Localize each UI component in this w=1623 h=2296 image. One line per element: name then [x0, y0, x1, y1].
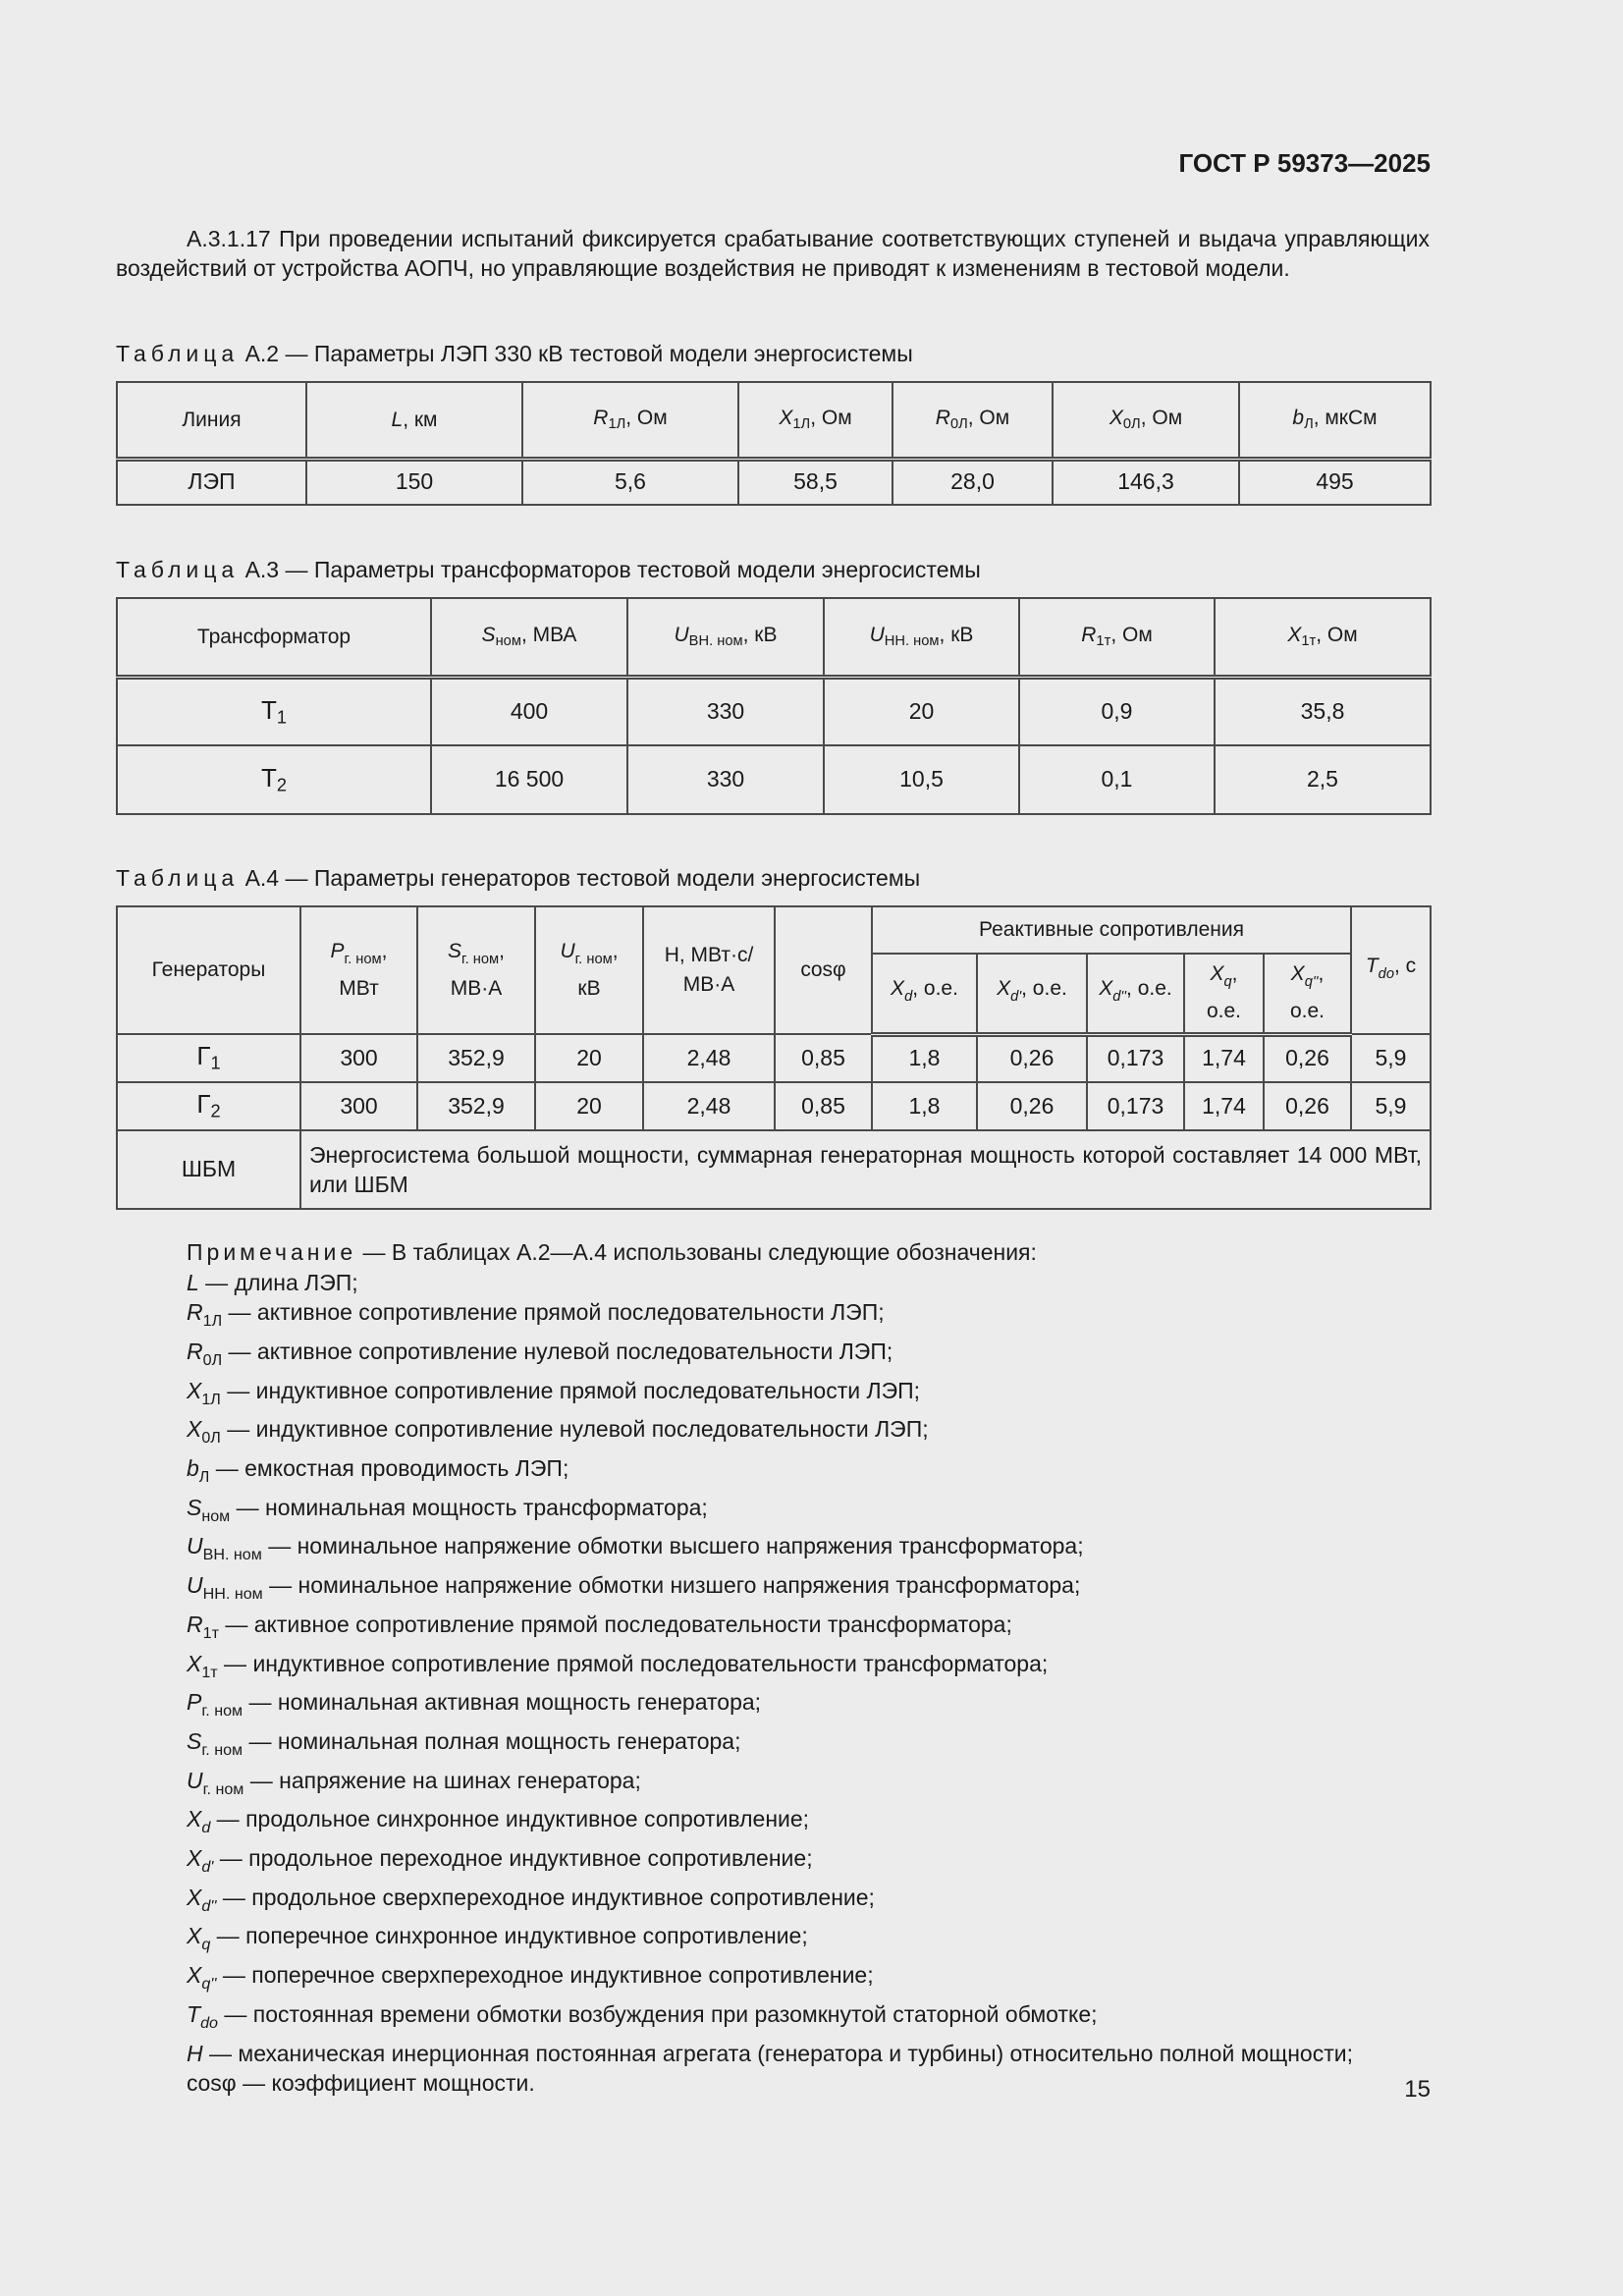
- note-description: — номинальная активная мощность генератора;: [243, 1689, 762, 1716]
- table-cell: 146,3: [1053, 459, 1239, 505]
- col-header: $X_{1т}$, Ом: [1215, 598, 1431, 677]
- note-word: Примечание: [187, 1239, 357, 1265]
- note-intro: — В таблицах А.2—А.4 использованы следующие обозначения:: [356, 1239, 1037, 1265]
- table-cell: 300: [300, 1034, 417, 1082]
- table-cell: 330: [627, 677, 824, 745]
- table-cell: 2,5: [1215, 745, 1431, 814]
- note-item: [187, 1649, 1434, 1688]
- table-cell: 0,26: [1264, 1082, 1351, 1130]
- col-header: L, км: [306, 382, 522, 459]
- note-symbol: R: [187, 1338, 203, 1364]
- note-symbol: X: [187, 1923, 202, 1949]
- note-item: [187, 1493, 1434, 1532]
- table-cell: 2,48: [643, 1082, 775, 1130]
- table-a2-caption: [116, 340, 913, 369]
- note-symbol: P: [187, 1689, 202, 1716]
- caption-word: Таблица: [116, 865, 240, 891]
- note-description: — продольное переходное индуктивное сопротивление;: [213, 1845, 813, 1872]
- page-number: 15: [1404, 2076, 1431, 2103]
- note-description: — индуктивное сопротивление нулевой последовательности ЛЭП;: [220, 1416, 929, 1443]
- note-item: [187, 1570, 1434, 1610]
- table-cell: 10,5: [824, 745, 1019, 814]
- table-cell: 352,9: [417, 1034, 535, 1082]
- table-cell: 1,74: [1184, 1034, 1264, 1082]
- note-symbol: R: [187, 1611, 203, 1637]
- note-symbol: U: [187, 1767, 203, 1793]
- table-cell: 400: [431, 677, 627, 745]
- note-subscript: г. ном: [202, 1779, 244, 1798]
- col-header: $X_{d'}$, о.е.: [977, 954, 1087, 1034]
- note-item: [187, 1297, 1434, 1337]
- note-symbol: L: [187, 1269, 199, 1295]
- table-cell: 150: [306, 459, 522, 505]
- note-description: — номинальная мощность трансформатора;: [230, 1494, 708, 1520]
- col-header: $R_{1Л}$, Ом: [522, 382, 738, 459]
- col-header: $S_{г. ном}$, МВ·А: [417, 906, 535, 1034]
- table-header-row: [117, 598, 1431, 677]
- note-item: [187, 1921, 1434, 1960]
- note-description: — емкостная проводимость ЛЭП;: [209, 1455, 569, 1481]
- note-description: — продольное сверхпереходное индуктивное сопротивление;: [216, 1884, 875, 1910]
- note-description: — механическая инерционная постоянная агрегата (генератора и турбины) относительно полной мощности;: [202, 2040, 1353, 2066]
- table-cell: 300: [300, 1082, 417, 1130]
- table-cell: 1,74: [1184, 1082, 1264, 1130]
- table-cell: ЛЭП: [117, 459, 306, 505]
- note-item: [187, 1999, 1434, 2039]
- standard-code: ГОСТ Р 59373—2025: [1178, 148, 1431, 178]
- table-cell: 5,6: [522, 459, 738, 505]
- note-symbol: R: [187, 1299, 203, 1326]
- group-header: Реактивные сопротивления: [872, 906, 1351, 954]
- table-cell: 0,173: [1087, 1034, 1184, 1082]
- table-cell: 495: [1239, 459, 1431, 505]
- note-item: [187, 1414, 1434, 1453]
- note-item: [187, 1726, 1434, 1766]
- col-header: $X_{q''}$, о.е.: [1264, 954, 1351, 1034]
- note-subscript: d'': [201, 1896, 217, 1915]
- note-item: [187, 1610, 1434, 1649]
- table-cell: 0,26: [1264, 1034, 1351, 1082]
- col-header: $S_{ном}$, МВА: [431, 598, 627, 677]
- note-subscript: 0Л: [201, 1429, 221, 1448]
- col-header: $X_d$, о.е.: [872, 954, 977, 1034]
- note-symbol: X: [187, 1650, 202, 1676]
- col-header: Н, МВт·с/ МВ·А: [643, 906, 775, 1034]
- col-header: $X_{0Л}$, Ом: [1053, 382, 1239, 459]
- note-symbol: T: [187, 2000, 201, 2027]
- table-a4-caption: [116, 864, 920, 894]
- table-cell: 5,9: [1351, 1082, 1431, 1130]
- note-item: [187, 1883, 1434, 1922]
- note-description: — постоянная времени обмотки возбуждения при разомкнутой статорной обмотке;: [217, 2000, 1098, 2027]
- note-subscript: ном: [201, 1506, 231, 1525]
- table-row: [117, 677, 1431, 745]
- col-header: $T_{do}$, с: [1351, 906, 1431, 1034]
- note-description: — длина ЛЭП;: [198, 1269, 358, 1295]
- table-a4: [116, 905, 1432, 1210]
- note-symbol: cosφ: [187, 2070, 237, 2097]
- table-header-row: [117, 906, 1431, 954]
- note-subscript: 1т: [202, 1623, 219, 1642]
- table-cell: 16 500: [431, 745, 627, 814]
- note-description: — коэффициент мощности.: [236, 2070, 535, 2097]
- col-header: cosφ: [775, 906, 872, 1034]
- table-cell: 330: [627, 745, 824, 814]
- note-description: — продольное синхронное индуктивное сопротивление;: [210, 1806, 810, 1832]
- table-cell: 0,26: [977, 1082, 1087, 1130]
- col-header: $U_{НН. ном}$, кВ: [824, 598, 1019, 677]
- table-a3-caption: [116, 556, 981, 585]
- table-cell: 5,9: [1351, 1034, 1431, 1082]
- note-symbol: X: [187, 1416, 202, 1443]
- col-header: $P_{г. ном}$, МВт: [300, 906, 417, 1034]
- col-header: Линия: [117, 382, 306, 459]
- note-description: — активное сопротивление нулевой последовательности ЛЭП;: [222, 1338, 893, 1364]
- note-item: [187, 1960, 1434, 1999]
- note-description: — номинальное напряжение обмотки низшего напряжения трансформатора;: [262, 1572, 1081, 1599]
- table-cell: 2,48: [643, 1034, 775, 1082]
- note-heading: [187, 1237, 1434, 1268]
- table-cell: 20: [824, 677, 1019, 745]
- note-subscript: ВН. ном: [202, 1546, 262, 1564]
- table-row: [117, 1130, 1431, 1209]
- note-symbol: X: [187, 1806, 202, 1832]
- note-symbol: b: [187, 1455, 199, 1481]
- note-subscript: q'': [201, 1975, 217, 1994]
- note-subscript: г. ном: [201, 1741, 243, 1760]
- caption-word: Таблица: [116, 557, 240, 582]
- table-a3: [116, 597, 1432, 815]
- col-header: $R_{0Л}$, Ом: [893, 382, 1053, 459]
- table-cell: $T_2$: [117, 745, 431, 814]
- table-cell: $Г_1$: [117, 1034, 300, 1082]
- table-cell: 0,173: [1087, 1082, 1184, 1130]
- table-cell: 28,0: [893, 459, 1053, 505]
- note-subscript: г. ном: [201, 1702, 243, 1721]
- note-description: — номинальное напряжение обмотки высшего напряжения трансформатора;: [261, 1533, 1084, 1559]
- caption-text: А.2 — Параметры ЛЭП 330 кВ тестовой модели энергосистемы: [244, 341, 913, 366]
- col-header: $R_{1т}$, Ом: [1019, 598, 1215, 677]
- note-item: [187, 2068, 1434, 2099]
- note-item: [187, 1453, 1434, 1493]
- note-item: [187, 2039, 1434, 2069]
- table-cell: 20: [535, 1082, 643, 1130]
- table-cell: 58,5: [738, 459, 893, 505]
- note-symbol: S: [187, 1727, 202, 1754]
- note-symbol: U: [187, 1533, 203, 1559]
- note-symbol: S: [187, 1494, 202, 1520]
- intro-paragraph: А.3.1.17 При проведении испытаний фиксируется срабатывание соответствующих ступеней и выдача управляющих воздействий от устройства АОПЧ, но управляющие воздействия не приводят к изменениям в тестовой модели.: [116, 226, 1430, 281]
- note-description: — поперечное синхронное индуктивное сопротивление;: [210, 1923, 808, 1949]
- note-subscript: do: [200, 2013, 218, 2032]
- note-symbol: X: [187, 1884, 202, 1910]
- table-cell: 0,9: [1019, 677, 1215, 745]
- table-cell: 35,8: [1215, 677, 1431, 745]
- note-description: — напряжение на шинах генератора;: [243, 1767, 641, 1793]
- note-item: [187, 1804, 1434, 1843]
- note-description: — активное сопротивление прямой последовательности трансформатора;: [218, 1611, 1012, 1637]
- note-item: [187, 1766, 1434, 1805]
- note-subscript: 1Л: [202, 1312, 223, 1331]
- note-description: — индуктивное сопротивление прямой последовательности ЛЭП;: [220, 1377, 921, 1403]
- note-description: — активное сопротивление прямой последовательности ЛЭП;: [222, 1299, 885, 1326]
- col-header: $X_q$, о.е.: [1184, 954, 1264, 1034]
- table-cell: 0,85: [775, 1034, 872, 1082]
- note-item: [187, 1843, 1434, 1883]
- caption-text: А.4 — Параметры генераторов тестовой модели энергосистемы: [244, 865, 921, 891]
- table-cell: 1,8: [872, 1034, 977, 1082]
- note-item: [187, 1337, 1434, 1376]
- note-subscript: Л: [198, 1468, 210, 1487]
- table-row: [117, 1034, 1431, 1082]
- note-description: — поперечное сверхпереходное индуктивное сопротивление;: [216, 1962, 874, 1989]
- note-symbol: H: [187, 2040, 203, 2066]
- table-row: [117, 745, 1431, 814]
- table-cell: Энергосистема большой мощности, суммарная генераторная мощность которой составляет 14 000 МВт, или ШБМ: [300, 1130, 1431, 1209]
- col-header: $X_{1Л}$, Ом: [738, 382, 893, 459]
- caption-word: Таблица: [116, 341, 240, 366]
- note-subscript: q: [201, 1936, 211, 1954]
- note-item: [187, 1376, 1434, 1415]
- caption-text: А.3 — Параметры трансформаторов тестовой модели энергосистемы: [244, 557, 981, 582]
- note-description: — номинальная полная мощность генератора;: [243, 1727, 741, 1754]
- note-symbol: X: [187, 1377, 202, 1403]
- note-subscript: 1Л: [201, 1390, 221, 1408]
- note-subscript: d: [201, 1819, 211, 1837]
- note-item: [187, 1531, 1434, 1570]
- table-cell: 352,9: [417, 1082, 535, 1130]
- col-header: Трансформатор: [117, 598, 431, 677]
- table-cell: 1,8: [872, 1082, 977, 1130]
- table-cell: $Г_2$: [117, 1082, 300, 1130]
- col-header: Генераторы: [117, 906, 300, 1034]
- col-header: $X_{d''}$, о.е.: [1087, 954, 1184, 1034]
- note-subscript: 1т: [201, 1663, 218, 1681]
- note-symbol: X: [187, 1962, 202, 1989]
- table-cell: 20: [535, 1034, 643, 1082]
- table-cell: 0,85: [775, 1082, 872, 1130]
- table-note: [187, 1237, 1434, 2099]
- table-cell: $T_1$: [117, 677, 431, 745]
- note-item: [187, 1268, 1434, 1298]
- col-header: $b_Л$, мкСм: [1239, 382, 1431, 459]
- table-header-row: [117, 382, 1431, 459]
- table-cell: ШБМ: [117, 1130, 300, 1209]
- note-symbol: X: [187, 1845, 202, 1872]
- note-subscript: 0Л: [202, 1351, 223, 1369]
- table-a2: [116, 381, 1432, 506]
- note-list: [187, 1268, 1434, 2099]
- col-header: $U_{г. ном}$, кВ: [535, 906, 643, 1034]
- note-symbol: U: [187, 1572, 203, 1599]
- table-row: [117, 1082, 1431, 1130]
- note-subscript: d': [201, 1858, 214, 1877]
- col-header: $U_{ВН. ном}$, кВ: [627, 598, 824, 677]
- table-row: [117, 459, 1431, 505]
- table-cell: 0,26: [977, 1034, 1087, 1082]
- note-subscript: НН. ном: [202, 1585, 263, 1604]
- table-cell: 0,1: [1019, 745, 1215, 814]
- note-item: [187, 1687, 1434, 1726]
- note-description: — индуктивное сопротивление прямой последовательности трансформатора;: [217, 1650, 1049, 1676]
